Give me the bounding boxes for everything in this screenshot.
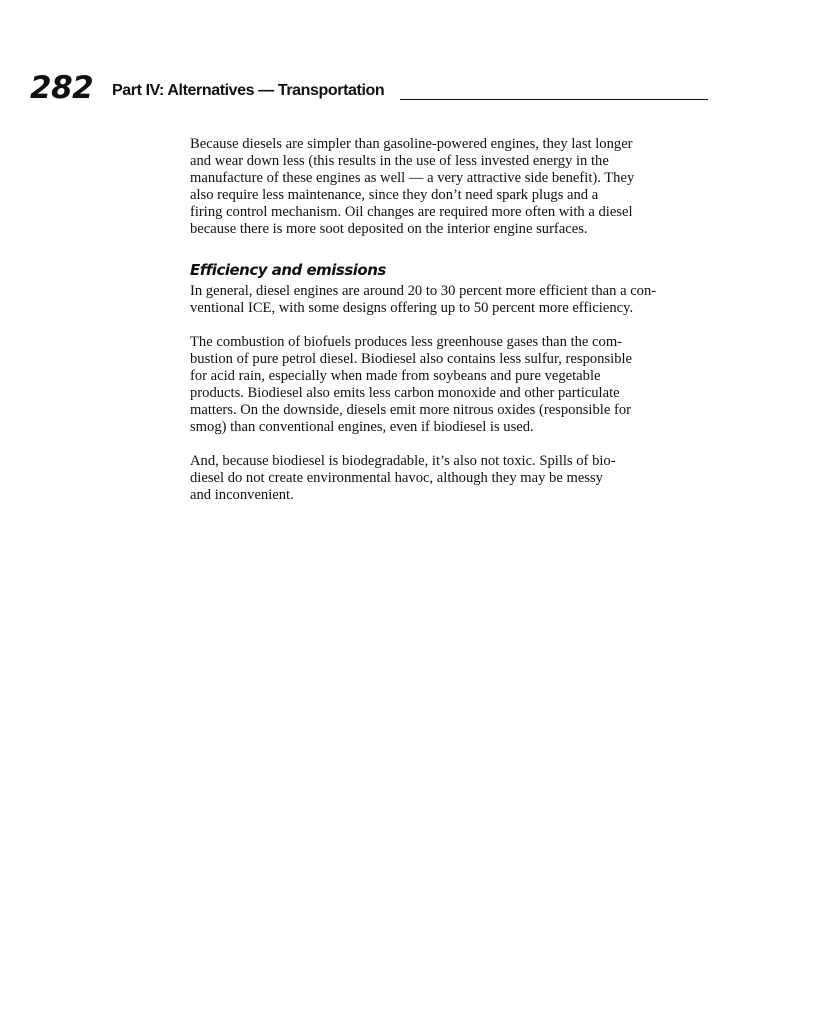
text-line: bustion of pure petrol diesel. Biodiesel also contains less sulfur, responsible bbox=[190, 351, 633, 367]
text-line: Because diesels are simpler than gasoline-powered engines, they last longer bbox=[190, 136, 633, 152]
text-line: And, because biodiesel is biodegradable, it’s also not toxic. Spills of bio- bbox=[190, 453, 616, 469]
text-line: and wear down less (this results in the use of less invested energy in the bbox=[190, 153, 609, 169]
text-line: ventional ICE, with some designs offering up to 50 percent more efficiency. bbox=[190, 300, 634, 316]
text-line: In general, diesel engines are around 20 to 30 percent more efficient than a con- bbox=[190, 283, 657, 299]
efficiency-paragraph bbox=[190, 283, 714, 317]
text-line: matters. On the downside, diesels emit more nitrous oxides (responsible for bbox=[190, 402, 631, 418]
page-header bbox=[30, 70, 708, 106]
text-line: for acid rain, especially when made from soybeans and pure vegetable bbox=[190, 368, 601, 384]
intro-paragraph bbox=[190, 136, 714, 238]
running-head-title: Part IV: Alternatives — Transportation bbox=[112, 82, 385, 99]
text-line: The combustion of biofuels produces less greenhouse gases than the com- bbox=[190, 334, 623, 350]
text-line: also require less maintenance, since they don’t need spark plugs and a bbox=[190, 187, 599, 203]
text-line: manufacture of these engines as well — a very attractive side benefit). They bbox=[190, 170, 635, 186]
biodegradable-paragraph bbox=[190, 453, 714, 504]
text-line: because there is more soot deposited on the interior engine surfaces. bbox=[190, 221, 588, 237]
text-line: diesel do not create environmental havoc, although they may be messy bbox=[190, 470, 603, 486]
page-number: 282 bbox=[30, 70, 94, 106]
text-line: firing control mechanism. Oil changes are required more often with a diesel bbox=[190, 204, 633, 220]
section-heading: Efficiency and emissions bbox=[190, 261, 386, 279]
emissions-paragraph bbox=[190, 334, 714, 436]
text-line: and inconvenient. bbox=[190, 487, 294, 503]
header-rule bbox=[400, 99, 708, 100]
text-line: products. Biodiesel also emits less carbon monoxide and other particulate bbox=[190, 385, 620, 401]
body-text bbox=[190, 136, 714, 504]
text-line: smog) than conventional engines, even if biodiesel is used. bbox=[190, 419, 534, 435]
